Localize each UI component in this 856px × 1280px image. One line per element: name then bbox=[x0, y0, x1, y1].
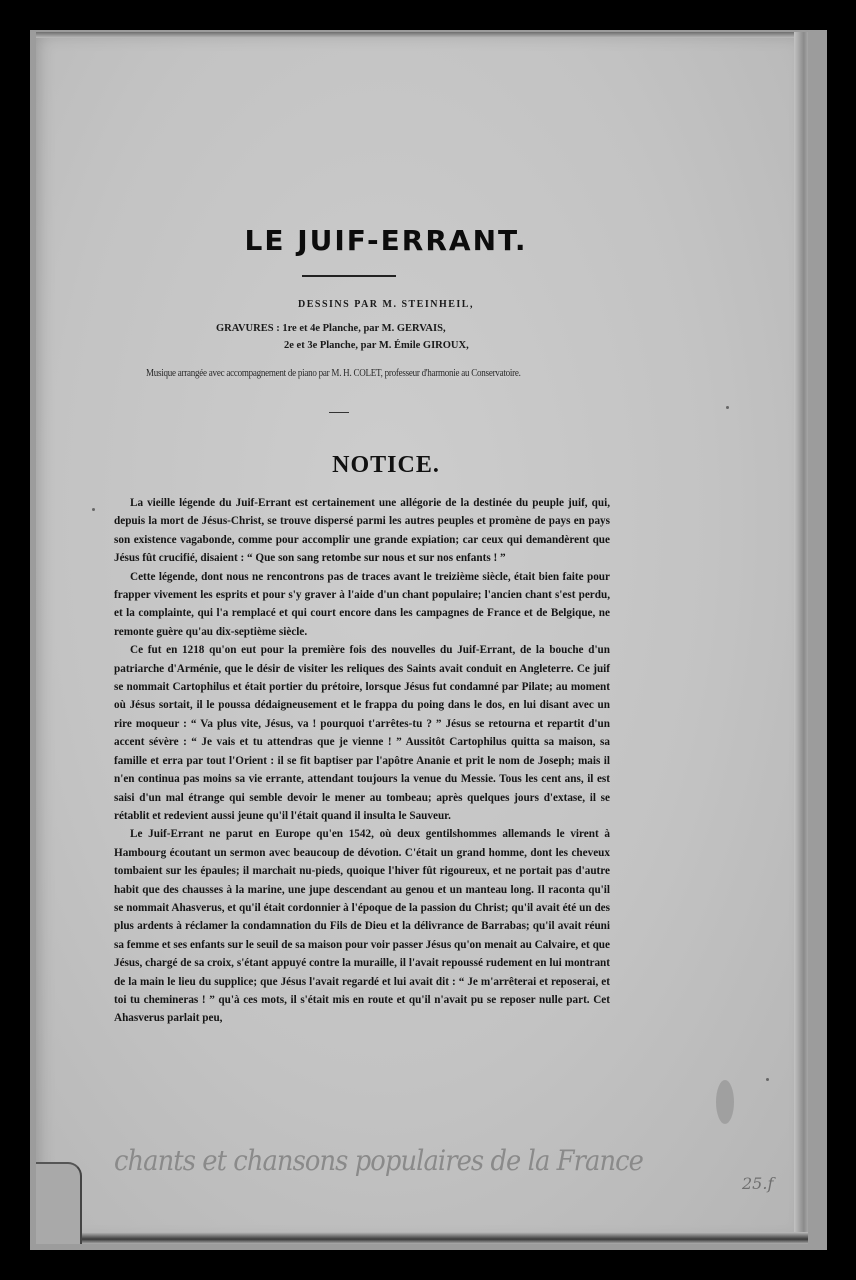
paragraph: La vieille légende du Juif-Errant est certainement une allégorie de la destinée du peuple juif, qui, depuis la mort de Jésus-Christ, se trouve dispersé parmi les autres peuples et promène de pays en pays son existence vagabonde, comme pour accomplir une grande expiation; car ceux qui demandèrent que Jésus fût crucifié, disaient : “ Que son sang retombe sur nous et sur nos enfants ! ” bbox=[114, 497, 610, 565]
section-heading-notice: NOTICE. bbox=[332, 452, 440, 478]
handwritten-price: 25.f bbox=[742, 1174, 774, 1193]
paper-speck bbox=[726, 406, 729, 409]
title-rule-divider bbox=[302, 275, 396, 277]
document-page bbox=[36, 32, 808, 1244]
credit-music: Musique arrangée avec accompagnement de piano par M. H. COLET, professeur d'harmonie au Conservatoire. bbox=[146, 368, 521, 379]
paper-stain bbox=[716, 1080, 734, 1124]
credit-engravings-2: 2e et 3e Planche, par M. Émile GIROUX, bbox=[284, 340, 469, 351]
credit-engravings-1: GRAVURES : 1re et 4e Planche, par M. GERVAIS, bbox=[216, 323, 446, 334]
page-content bbox=[36, 32, 808, 1244]
short-divider bbox=[329, 412, 349, 413]
notice-body bbox=[114, 494, 610, 1028]
paper-speck bbox=[766, 1078, 769, 1081]
paragraph: Ce fut en 1218 qu'on eut pour la première fois des nouvelles du Juif-Errant, de la bouche d'un patriarche d'Arménie, que le désir de visiter les reliques des Saints avait conduit en Angleterre. Ce juif se nommait Cartophilus et était portier du prétoire, lorsque Jésus fut condamné par Pilate; au moment où Jésus sortait, il le poussa dédaigneusement et le frappa du poing dans le dos, en lui disant avec un rire moqueur : “ Va plus vite, Jésus, va ! pourquoi t'arrêtes-tu ? ” Jésus se retourna et repartit d'un accent sévère : “ Je vais et tu attendras que je vienne ! ” Aussitôt Cartophilus quitta sa maison, sa famille et erra par tout l'Orient : il se fit baptiser par l'apôtre Ananie et prit le nom de Joseph; mais il n'en continua pas moins sa vie errante, attendant toujours la venue du Messie. Tous les cent ans, il est saisi d'un mal étrange qui semble devoir le mener au tombeau; après quelques jours d'extase, il se rétablit et redevient aussi jeune qu'il l'était quand il insulta le Sauveur. bbox=[114, 644, 610, 822]
document-title: LE JUIF-ERRANT. bbox=[244, 224, 528, 257]
credit-drawings: DESSINS PAR M. STEINHEIL, bbox=[298, 299, 474, 310]
handwritten-annotation: chants et chansons populaires de la France bbox=[114, 1144, 643, 1177]
paper-speck bbox=[92, 508, 95, 511]
paragraph: Cette légende, dont nous ne rencontrons pas de traces avant le treizième siècle, était bien faite pour frapper vivement les esprits et pour s'y graver à l'aide d'un chant populaire; l'ancien chant s'est perdu, et la complainte, qui l'a remplacé et qui court encore dans les campagnes de France et de Belgique, ne remonte guère qu'au dix-septième siècle. bbox=[114, 570, 610, 638]
paragraph: Le Juif-Errant ne parut en Europe qu'en 1542, où deux gentilshommes allemands le virent à Hambourg écoutant un sermon avec beaucoup de dévotion. C'était un grand homme, dont les cheveux tombaient sur les épaules; il marchait nu-pieds, quoique l'hiver fût rigoureux, et ne portait pas d'autre habit que des chausses à la marine, une jupe descendant au genou et un manteau long. Il raconta qu'il se nommait Ahasverus, et qu'il était cordonnier à l'époque de la passion du Christ; qu'il avait été un des plus ardents à réclamer la condamnation du Fils de Dieu et la délivrance de Barrabas; qu'il avait réuni sa femme et ses enfants sur le seuil de sa maison pour voir passer Jésus qu'on menait au Calvaire, et que Jésus, chargé de sa croix, s'étant appuyé contre la muraille, il l'avait repoussé rudement en lui montrant de la main le lieu du supplice; que Jésus l'avait regardé et lui avait dit : “ Je m'arrêterai et reposerai, et toi tu chemineras ! ” qu'à ces mots, il s'était mis en route et qu'il n'avait pu se reposer nulle part. Cet Ahasverus parlait peu, bbox=[114, 828, 610, 1025]
